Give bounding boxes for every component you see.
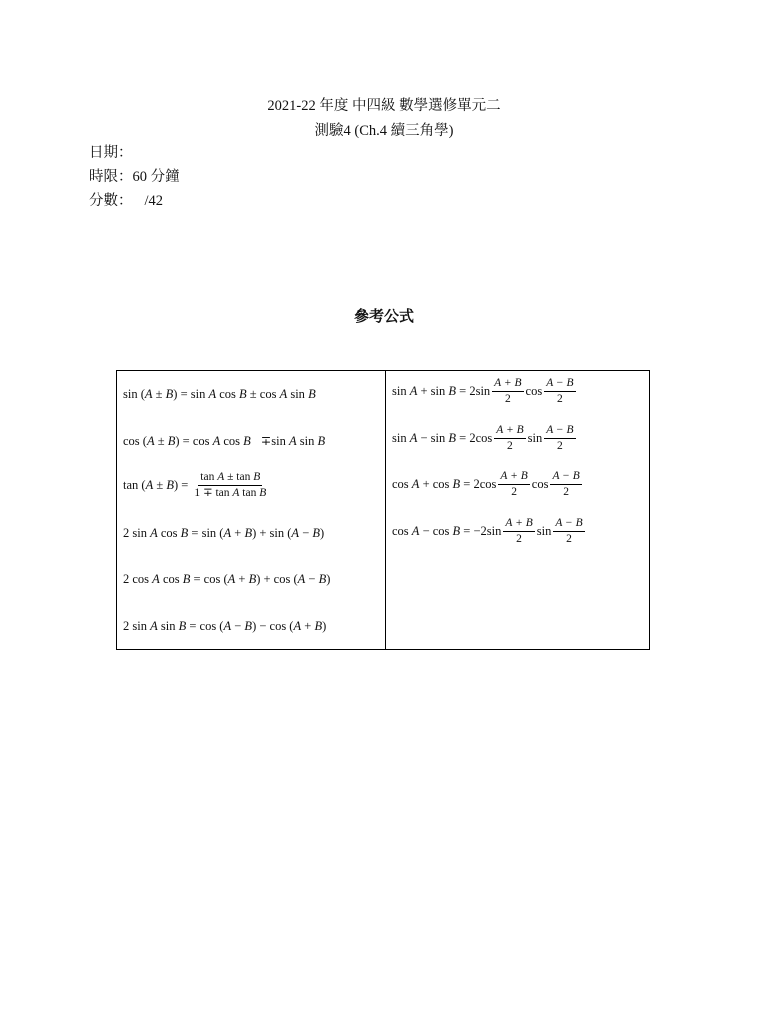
tan-fraction: $\frac{\text{tan A ± tan B}}{\text{1 ∓ tan A tan B}}$ bbox=[194, 471, 267, 499]
formula-table bbox=[116, 370, 650, 650]
formula-cosA-plus-cosB: cos A + cos B = 2cos $\frac{A + B}{2}$ cos $\frac{A - B}{2}$ bbox=[392, 470, 580, 498]
time-row bbox=[89, 165, 180, 186]
score-row bbox=[89, 189, 163, 210]
score-label: 分數： bbox=[89, 193, 133, 209]
formula-cosA-minus-cosB: cos A − cos B = −2 sin $\frac{A + B}{2}$ sin $\frac{A - B}{2}$ bbox=[392, 517, 583, 545]
date-label: 日期： bbox=[89, 145, 133, 161]
formula-2cosAcosB: 2 cos A cos B = cos ( A + B ) + cos ( A − B ) bbox=[123, 572, 331, 586]
formula-cos-sum: cos ( A ± B ) = cos A cos B ∓ sin A sin B bbox=[123, 433, 326, 448]
time-value: 60 分鐘 bbox=[132, 169, 180, 185]
time-label: 時限： bbox=[89, 169, 133, 185]
formula-2sinAsinB: 2 sin A sin B = cos ( A − B ) − cos ( A + B ) bbox=[123, 619, 327, 633]
section-title: 參考公式 bbox=[353, 309, 414, 325]
score-value: /42 bbox=[144, 193, 164, 209]
formula-sinA-minus-sinB: sin A − sin B = 2cos $\frac{A + B}{2}$ sin $\frac{A - B}{2}$ bbox=[392, 424, 574, 452]
formula-sinA-plus-sinB: sin A + sin B = 2sin $\frac{A + B}{2}$ cos $\frac{A - B}{2}$ bbox=[392, 377, 574, 405]
formula-2sinAcosB: 2 sin A cos B = sin ( A + B ) + sin ( A − B ) bbox=[123, 526, 325, 540]
date-row bbox=[89, 141, 133, 162]
formula-sin-sum: sin ( A ± B ) = sin A cos B ± cos A sin B bbox=[123, 387, 316, 401]
formula-tan-sum: tan ( A ± B ) = $\frac{\text{tan A ± tan B}}{\text{1 ∓ tan A tan B}}$ bbox=[123, 471, 267, 499]
column-divider bbox=[385, 371, 386, 649]
header-title: 2021-22 年度 中四級 數學選修單元二 bbox=[267, 98, 501, 114]
header-subtitle: 測驗4 (Ch.4 續三角學) bbox=[314, 123, 454, 139]
